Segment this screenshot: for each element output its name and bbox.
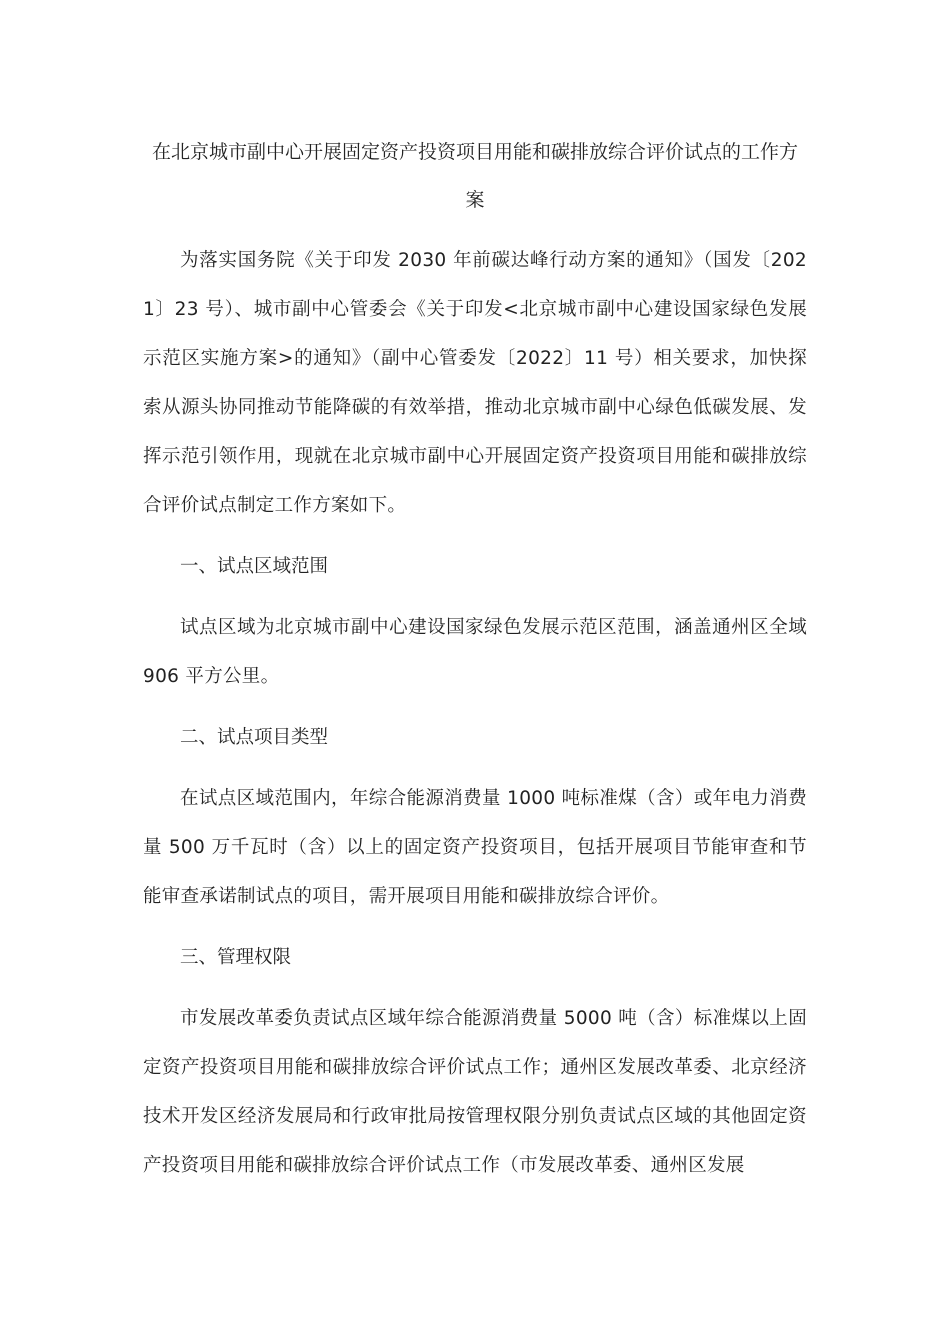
document-content — [143, 128, 807, 1190]
section-body-management-authority: 市发展改革委负责试点区域年综合能源消费量 5000 吨（含）标准煤以上固定资产投资项目用能和碳排放综合评价试点工作；通州区发展改革委、北京经济技术开发区经济发展局和行政审批局按管理权限分别负责试点区域的其他固定资产投资项目用能和碳排放综合评价试点工作（市发展改革委、通州区发展 — [143, 1008, 807, 1176]
section-body-project-types: 在试点区域范围内，年综合能源消费量 1000 吨标准煤（含）或年电力消费量 500 万千瓦时（含）以上的固定资产投资项目，包括开展项目节能审查和节能审查承诺制试点的项目，需开展项目用能和碳排放综合评价。 — [143, 788, 807, 907]
section-heading-project-types: 二、试点项目类型 — [180, 727, 329, 748]
section-heading-management-authority: 三、管理权限 — [180, 947, 292, 968]
section-heading-pilot-area: 一、试点区域范围 — [180, 556, 329, 577]
document-title: 在北京城市副中心开展固定资产投资项目用能和碳排放综合评价试点的工作方案 — [151, 141, 798, 211]
intro-paragraph: 为落实国务院《关于印发 2030 年前碳达峰行动方案的通知》（国发〔2021〕23 号）、城市副中心管委会《关于印发<北京城市副中心建设国家绿色发展示范区实施方案>的通知》（副中心管委发〔2022〕11 号）相关要求，加快探索从源头协同推动节能降碳的有效举措，推动北京城市副中心绿色低碳发展、发挥示范引领作用，现就在北京城市副中心开展固定资产投资项目用能和碳排放综合评价试点制定工作方案如下。 — [143, 250, 807, 516]
section-body-pilot-area: 试点区域为北京城市副中心建设国家绿色发展示范区范围，涵盖通州区全域 906 平方公里。 — [143, 617, 807, 687]
